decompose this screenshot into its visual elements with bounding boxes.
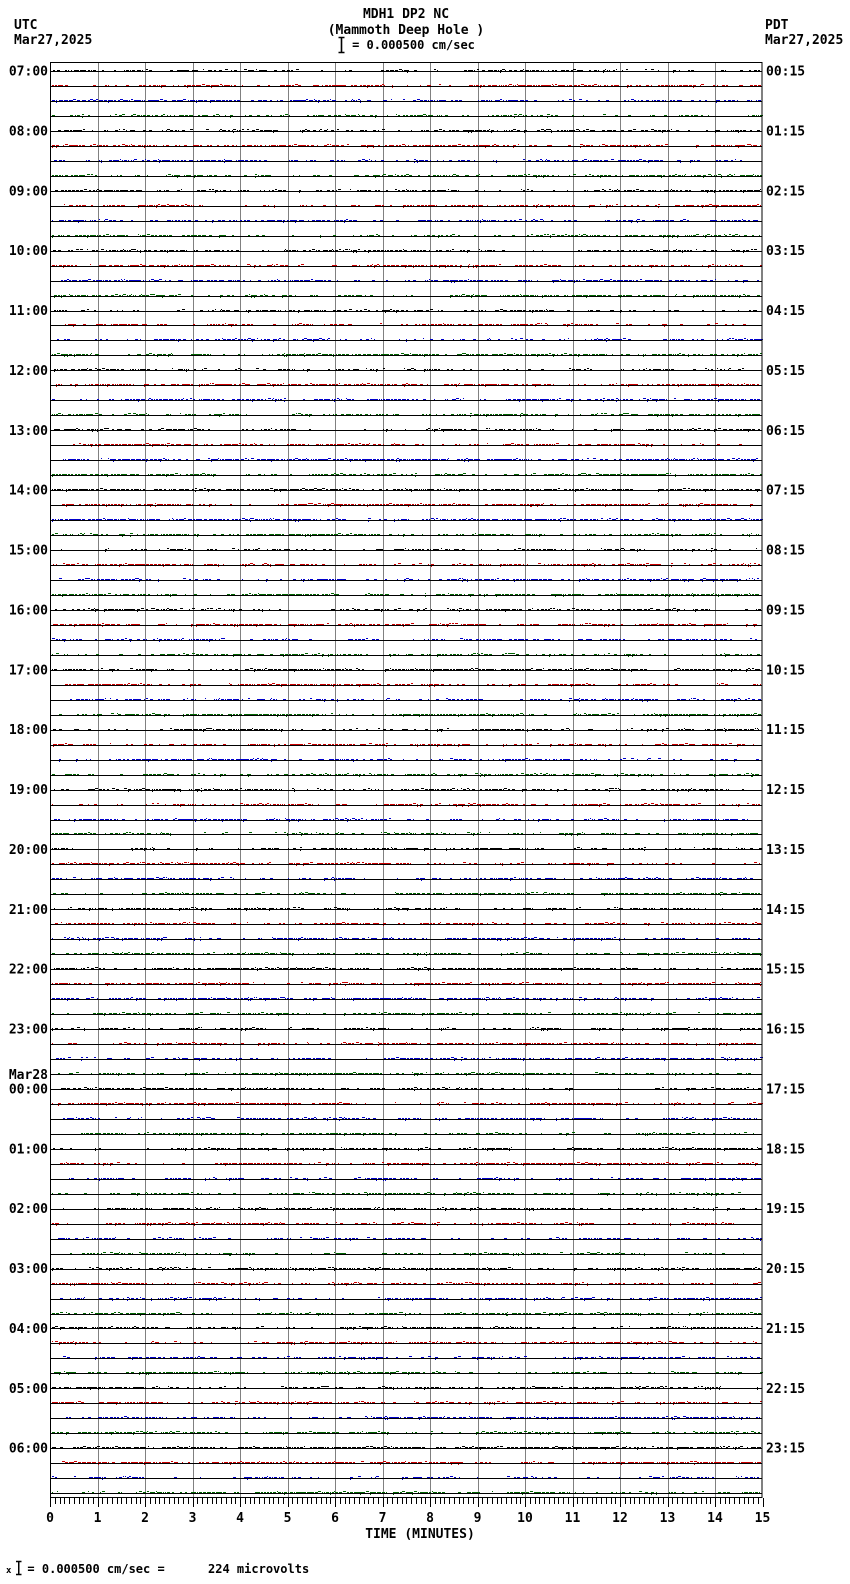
pdt-hour-label: 09:15 [766,603,806,619]
x-tick-label: 13 [659,1511,676,1526]
utc-hour-label: 16:00 [8,603,48,619]
pdt-hour-label: 05:15 [766,363,806,379]
utc-hour-label: 09:00 [8,184,48,200]
utc-hour-label: 19:00 [8,783,48,799]
seismogram-traces [51,70,763,1495]
pdt-hour-label: 12:15 [766,783,806,799]
plot-border [51,63,763,1498]
utc-hour-label: 11:00 [8,304,48,320]
pdt-hour-label: 14:15 [766,902,806,918]
x-axis-ticks [51,1498,764,1507]
header-scale-text: = 0.000500 cm/sec [352,38,475,52]
x-tick-label: 10 [517,1511,533,1526]
x-tick-label: 6 [331,1511,339,1526]
utc-hour-label: 05:00 [8,1381,48,1397]
pdt-hour-labels [766,65,805,1457]
pdt-hour-label: 17:15 [766,1082,806,1098]
utc-hour-label: 14:00 [8,483,48,499]
x-tick-label: 9 [473,1511,482,1526]
x-tick-label: 11 [564,1511,581,1526]
x-tick-labels [46,1511,770,1526]
pdt-hour-label: 10:15 [766,663,806,679]
utc-hour-label: 07:00 [8,64,48,80]
x-axis-title: TIME (MINUTES) [365,1527,475,1542]
right-timezone-label: PDT [765,18,789,33]
utc-hour-label: 03:00 [8,1262,48,1278]
utc-hour-label: 04:00 [8,1321,48,1337]
left-timezone-label: UTC [14,18,38,33]
x-tick-label: 2 [141,1511,149,1526]
trace-noise [55,190,761,193]
utc-hour-label: 08:00 [8,124,48,140]
utc-hour-label: 00:00 [8,1082,48,1098]
pdt-hour-label: 23:15 [766,1441,806,1457]
station-title: MDH1 DP2 NC [362,7,450,22]
utc-hour-label: 06:00 [8,1441,48,1457]
pdt-hour-label: 06:15 [766,423,806,439]
pdt-hour-label: 03:15 [766,244,806,260]
trace-noise [52,1492,760,1495]
x-tick-label: 15 [754,1511,771,1526]
trace-noise [52,265,762,268]
pdt-hour-label: 02:15 [766,184,806,200]
utc-hour-label: 18:00 [8,723,48,739]
pdt-hour-label: 21:15 [766,1321,806,1337]
x-tick-label: 14 [707,1511,723,1526]
utc-hour-label: 23:00 [8,1022,48,1038]
utc-hour-label: 12:00 [8,363,48,379]
pdt-hour-label: 18:15 [766,1142,806,1158]
pdt-hour-label: 22:15 [766,1381,806,1397]
pdt-hour-label: 19:15 [766,1202,806,1218]
utc-hour-label: 17:00 [8,663,48,679]
trace-noise [53,624,757,627]
trace-noise [54,968,761,971]
utc-hour-label: 01:00 [8,1142,48,1158]
footer-scale-bar-icon [15,1560,23,1576]
minute-gridlines [99,62,716,1498]
trace-noise [52,1327,758,1330]
x-tick-label: 3 [188,1511,197,1526]
x-tick-label: 0 [46,1511,54,1526]
trace-noise [58,1238,762,1241]
pdt-hour-label: 00:15 [766,64,806,80]
trace-noise [59,714,761,717]
x-tick-label: 8 [426,1511,434,1526]
pdt-hour-label: 13:15 [766,842,806,858]
x-tick-label: 1 [93,1511,102,1526]
trace-noise [52,938,760,941]
utc-hour-label: 13:00 [8,423,48,439]
trace-noise [61,280,759,283]
utc-hour-labels [9,65,48,1457]
trace-noise [54,295,760,298]
right-date-label: Mar27,2025 [765,33,844,48]
pdt-hour-label: 08:15 [766,543,806,559]
utc-hour-label: 10:00 [8,244,48,260]
pdt-hour-label: 11:15 [766,723,806,739]
station-subtitle: (Mammoth Deep Hole ) [327,23,485,38]
trace-noise [52,998,760,1001]
utc-hour-label: 20:00 [8,842,48,858]
pdt-hour-label: 16:15 [766,1022,806,1038]
utc-hour-label: 22:00 [8,962,48,978]
utc-hour-label: 21:00 [8,902,48,918]
x-tick-label: 5 [283,1511,292,1526]
footer-scale-text: = 0.000500 cm/sec = 224 microvolts [27,1562,310,1576]
utc-date-label: Mar28 [8,1067,48,1083]
trace-noise [52,354,762,357]
pdt-hour-label: 01:15 [766,124,806,140]
trace-noise [54,908,761,911]
pdt-hour-label: 07:15 [766,483,806,499]
x-tick-label: 12 [612,1511,628,1526]
pdt-hour-label: 20:15 [766,1262,806,1278]
trace-noise [52,474,762,477]
pdt-hour-label: 04:15 [766,304,806,320]
x-tick-label: 7 [378,1511,387,1526]
utc-hour-label: 15:00 [8,543,48,559]
footer-prefix: x [6,1566,12,1576]
footer-scale [6,1560,309,1576]
utc-hour-label: 02:00 [8,1202,48,1218]
x-tick-label: 4 [236,1511,244,1526]
left-date-label: Mar27,2025 [14,33,93,48]
pdt-hour-label: 15:15 [766,962,806,978]
